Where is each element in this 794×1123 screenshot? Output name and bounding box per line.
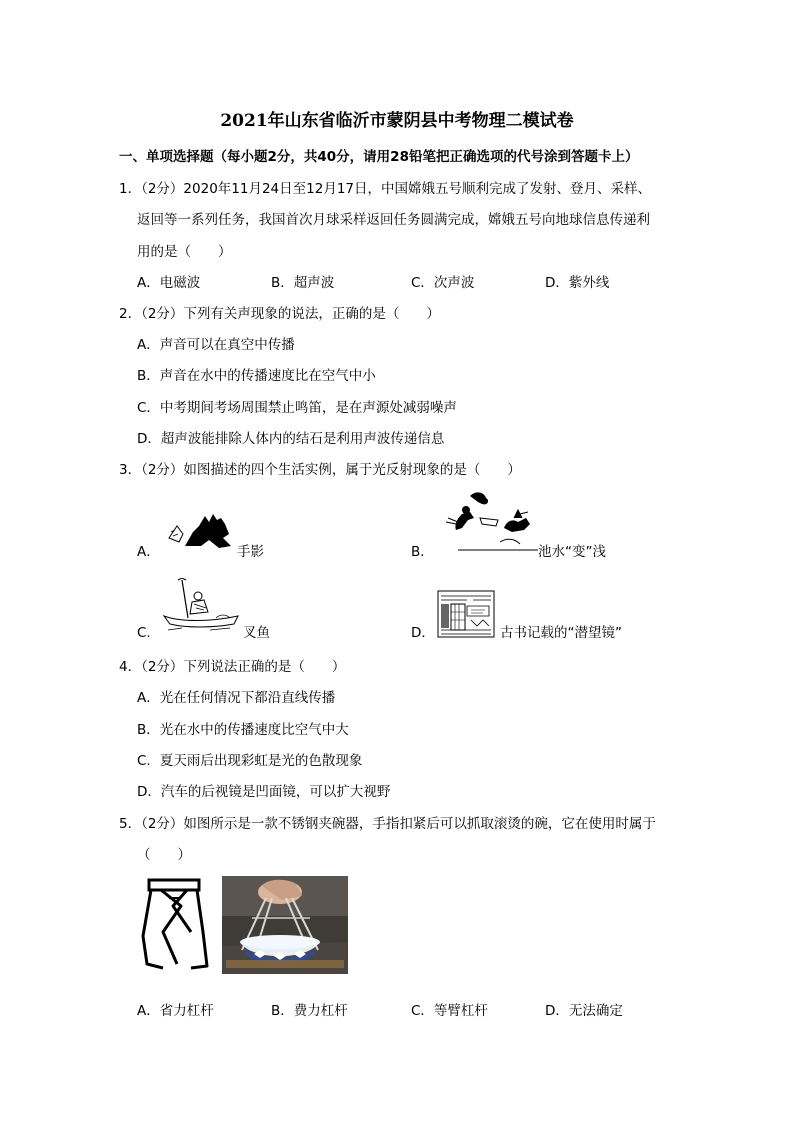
q3-option-d-caption: 古书记载的“潜望镜” — [500, 625, 622, 641]
spearfishing-illustration — [160, 578, 244, 634]
q3-option-c-caption: 叉鱼 — [243, 625, 270, 641]
q5-option-c: C．等臂杠杆 — [411, 1003, 488, 1019]
q1-line1: 1．（2分）2020年11月24日至12月17日，中国嫦娥五号顺利完成了发射、登月、采样、 — [119, 181, 651, 197]
q3-option-a-caption: 手影 — [237, 544, 264, 560]
q5-line2: （ ） — [137, 847, 191, 863]
q3-option-b-letter: B． — [411, 544, 434, 560]
q3-line1: 3．（2分）如图描述的四个生活实例，属于光反射现象的是（ ） — [119, 462, 521, 478]
q5-option-b: B．费力杠杆 — [271, 1003, 348, 1019]
page-title: 2021年山东省临沂市蒙阴县中考物理二模试卷 — [220, 111, 574, 131]
q1-option-a: A．电磁波 — [137, 275, 201, 291]
q2-option-a: A．声音可以在真空中传播 — [137, 337, 295, 353]
q4-line1: 4．（2分）下列说法正确的是（ ） — [119, 659, 346, 675]
bowl-clamp-diagram — [137, 876, 213, 976]
q2-option-c: C．中考期间考场周围禁止鸣笛，是在声源处减弱噪声 — [137, 400, 457, 416]
q1-line3: 用的是（ ） — [137, 244, 232, 260]
hand-shadow-illustration — [165, 512, 237, 550]
bowl-clamp-photo — [222, 876, 348, 974]
q2-option-d: D．超声波能排除人体内的结石是利用声波传递信息 — [137, 431, 445, 447]
q4-option-d: D．汽车的后视镜是凹面镜，可以扩大视野 — [137, 784, 391, 800]
q1-option-c: C．次声波 — [411, 275, 475, 291]
q3-option-c-letter: C． — [137, 625, 160, 641]
pool-shallow-illustration — [440, 488, 540, 552]
q2-option-b: B．声音在水中的传播速度比在空气中小 — [137, 368, 376, 384]
q3-option-b-caption: 池水“变”浅 — [538, 544, 606, 560]
q4-option-a: A．光在任何情况下都沿直线传播 — [137, 690, 336, 706]
q1-option-d: D．紫外线 — [545, 275, 610, 291]
q3-option-a-letter: A． — [137, 544, 160, 560]
q4-option-c: C．夏天雨后出现彩虹是光的色散现象 — [137, 753, 363, 769]
q5-option-d: D．无法确定 — [545, 1003, 623, 1019]
ancient-periscope-illustration — [437, 590, 495, 638]
q1-line2: 返回等一系列任务，我国首次月球采样返回任务圆满完成，嫦娥五号向地球信息传递利 — [137, 212, 650, 228]
q4-option-b: B．光在水中的传播速度比空气中大 — [137, 722, 349, 738]
section-heading: 一、单项选择题（每小题2分，共40分，请用28铅笔把正确选项的代号涂到答题卡上） — [119, 149, 639, 165]
q5-option-a: A．省力杠杆 — [137, 1003, 214, 1019]
q2-line1: 2．（2分）下列有关声现象的说法，正确的是（ ） — [119, 306, 440, 322]
q1-option-b: B．超声波 — [271, 275, 335, 291]
q5-line1: 5．（2分）如图所示是一款不锈钢夹碗器，手指扣紧后可以抓取滚烫的碗，它在使用时属于 — [119, 816, 656, 832]
q3-option-d-letter: D． — [411, 625, 435, 641]
